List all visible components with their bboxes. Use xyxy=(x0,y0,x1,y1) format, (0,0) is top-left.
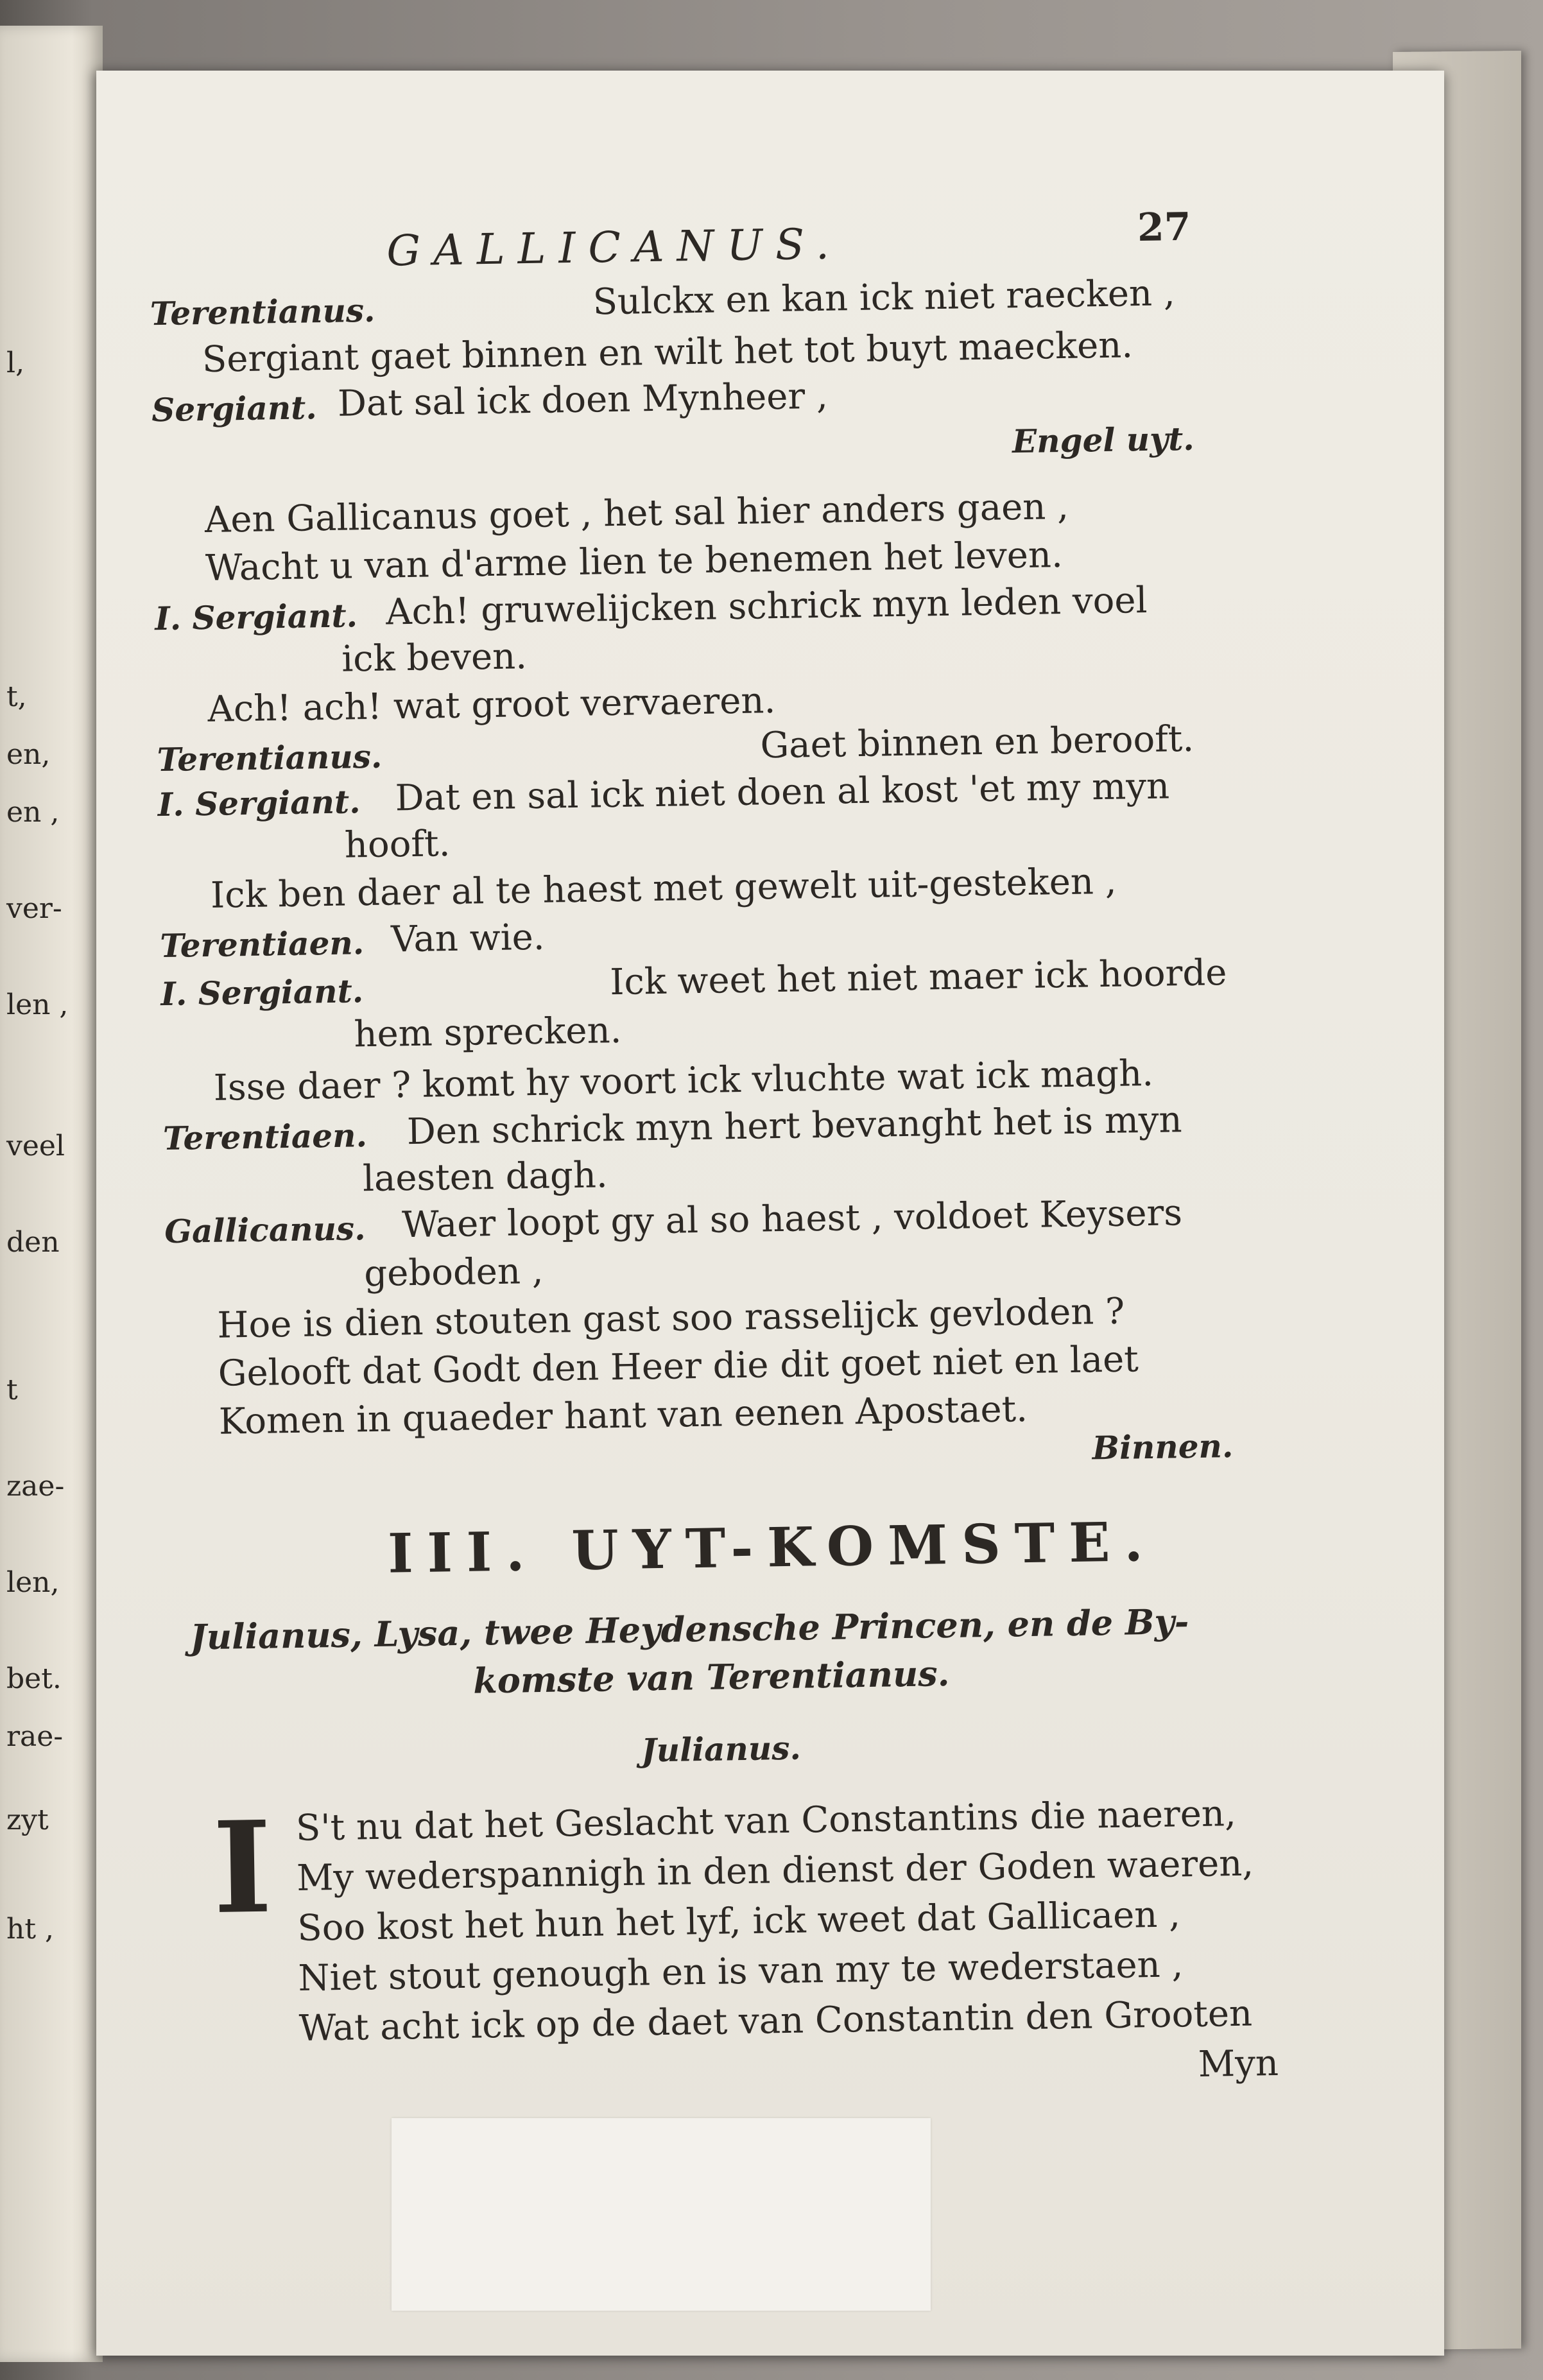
speaker-label: Terentiaen. xyxy=(159,924,365,965)
verse-line: My wederspannigh in den dienst der Goden waeren, xyxy=(296,1842,1254,1899)
margin-fragment: zae- xyxy=(6,1470,65,1503)
running-title: GALLICANUS. xyxy=(386,219,843,276)
dialogue-line: Ach! ach! wat groot vervaeren. xyxy=(207,680,776,730)
speaker-label: Terentiaen. xyxy=(162,1116,368,1158)
margin-fragment: ht , xyxy=(6,1913,54,1945)
dialogue-line: Gaet binnen en berooft. xyxy=(760,718,1194,767)
margin-fragment: en , xyxy=(6,796,60,829)
speaker-label: Julianus. xyxy=(641,1729,802,1770)
verse-line: Niet stout genough en is van my te wederstaen , xyxy=(298,1944,1184,1999)
dialogue-line: Ick weet het niet maer ick hoorde xyxy=(609,952,1227,1004)
dialogue-line: Van wie. xyxy=(390,916,546,961)
dialogue-line: ick beven. xyxy=(341,635,528,680)
dialogue-line: Isse daer ? komt hy voort ick vluchte wat ick magh. xyxy=(213,1052,1154,1109)
dialogue-line: Sulckx en kan ick niet raecken , xyxy=(592,272,1176,323)
speaker-label: I. Sergiant. xyxy=(154,596,358,638)
dialogue-line: geboden , xyxy=(363,1250,544,1295)
margin-fragment: len , xyxy=(6,988,69,1021)
margin-fragment: rae- xyxy=(6,1720,64,1753)
dialogue-line: Aen Gallicanus goet , het sal hier anders gaen , xyxy=(204,485,1069,541)
margin-fragment: ver- xyxy=(6,892,62,925)
printed-text-block xyxy=(82,60,1466,2366)
book-page xyxy=(96,71,1444,2356)
speaker-label: Terentianus. xyxy=(150,291,375,333)
dialogue-line: Ick ben daer al te haest met gewelt uit-gesteken , xyxy=(210,860,1117,917)
margin-fragment: den xyxy=(6,1226,60,1259)
drop-cap: I xyxy=(212,1793,273,1943)
scene-cast: Julianus, Lysa, twee Heydensche Princen, en de By- xyxy=(189,1601,1189,1658)
speaker-label: Terentianus. xyxy=(157,737,383,779)
speaker-label: I. Sergiant. xyxy=(160,972,364,1013)
dialogue-line: Dat sal ick doen Mynheer , xyxy=(337,375,829,425)
dialogue-line: Wacht u van d'arme lien te benemen het leven. xyxy=(205,533,1064,589)
page-number: 27 xyxy=(1137,204,1191,251)
margin-fragment: bet. xyxy=(6,1662,62,1695)
speaker-label: Gallicanus. xyxy=(164,1209,366,1251)
margin-fragment: zyt xyxy=(6,1804,49,1836)
dialogue-line: hooft. xyxy=(344,823,451,867)
dialogue-line: Den schrick myn hert bevanght het is myn xyxy=(406,1099,1183,1153)
margin-fragment: l, xyxy=(6,347,25,379)
scene-cast: komste van Terentianus. xyxy=(472,1652,950,1702)
dialogue-line: Waer loopt gy al so haest , voldoet Keysers xyxy=(401,1192,1183,1246)
catchword: Myn xyxy=(1198,2042,1279,2085)
dialogue-line: Sergiant gaet binnen en wilt het tot buyt maecken. xyxy=(202,324,1134,381)
speaker-label: Sergiant. xyxy=(151,388,318,429)
margin-fragment: t, xyxy=(6,680,27,713)
verse-line: Soo kost het hun het lyf, ick weet dat Gallicaen , xyxy=(297,1893,1181,1949)
margin-fragment: t xyxy=(6,1374,18,1406)
dialogue-line: Komen in quaeder hant van eenen Apostaet. xyxy=(218,1388,1028,1443)
dialogue-line: Dat en sal ick niet doen al kost 'et my myn xyxy=(395,765,1170,820)
dialogue-line: laesten dagh. xyxy=(362,1154,608,1200)
dialogue-line: hem sprecken. xyxy=(354,1009,622,1056)
margin-fragment: len, xyxy=(6,1566,60,1599)
dialogue-line: Hoe is dien stouten gast soo rasselijck gevloden ? xyxy=(217,1290,1125,1347)
stage-direction: Binnen. xyxy=(1092,1426,1234,1467)
margin-fragment: en, xyxy=(6,738,51,771)
scene-heading: III. UYT-KOMSTE. xyxy=(387,1509,1158,1585)
dialogue-line: Ach! gruwelijcken schrick myn leden voel xyxy=(385,579,1148,634)
paper-label-slip xyxy=(392,2118,931,2311)
stage-direction: Engel uyt. xyxy=(1012,419,1195,461)
verse-line: Wat acht ick op de daet van Constantin den Grooten xyxy=(298,1992,1253,2049)
dialogue-line: Gelooft dat Godt den Heer die dit goet niet en laet xyxy=(218,1338,1139,1395)
speaker-label: I. Sergiant. xyxy=(157,782,361,824)
margin-fragment: veel xyxy=(6,1130,65,1162)
verse-line: S't nu dat het Geslacht van Constantins die naeren, xyxy=(295,1792,1237,1849)
